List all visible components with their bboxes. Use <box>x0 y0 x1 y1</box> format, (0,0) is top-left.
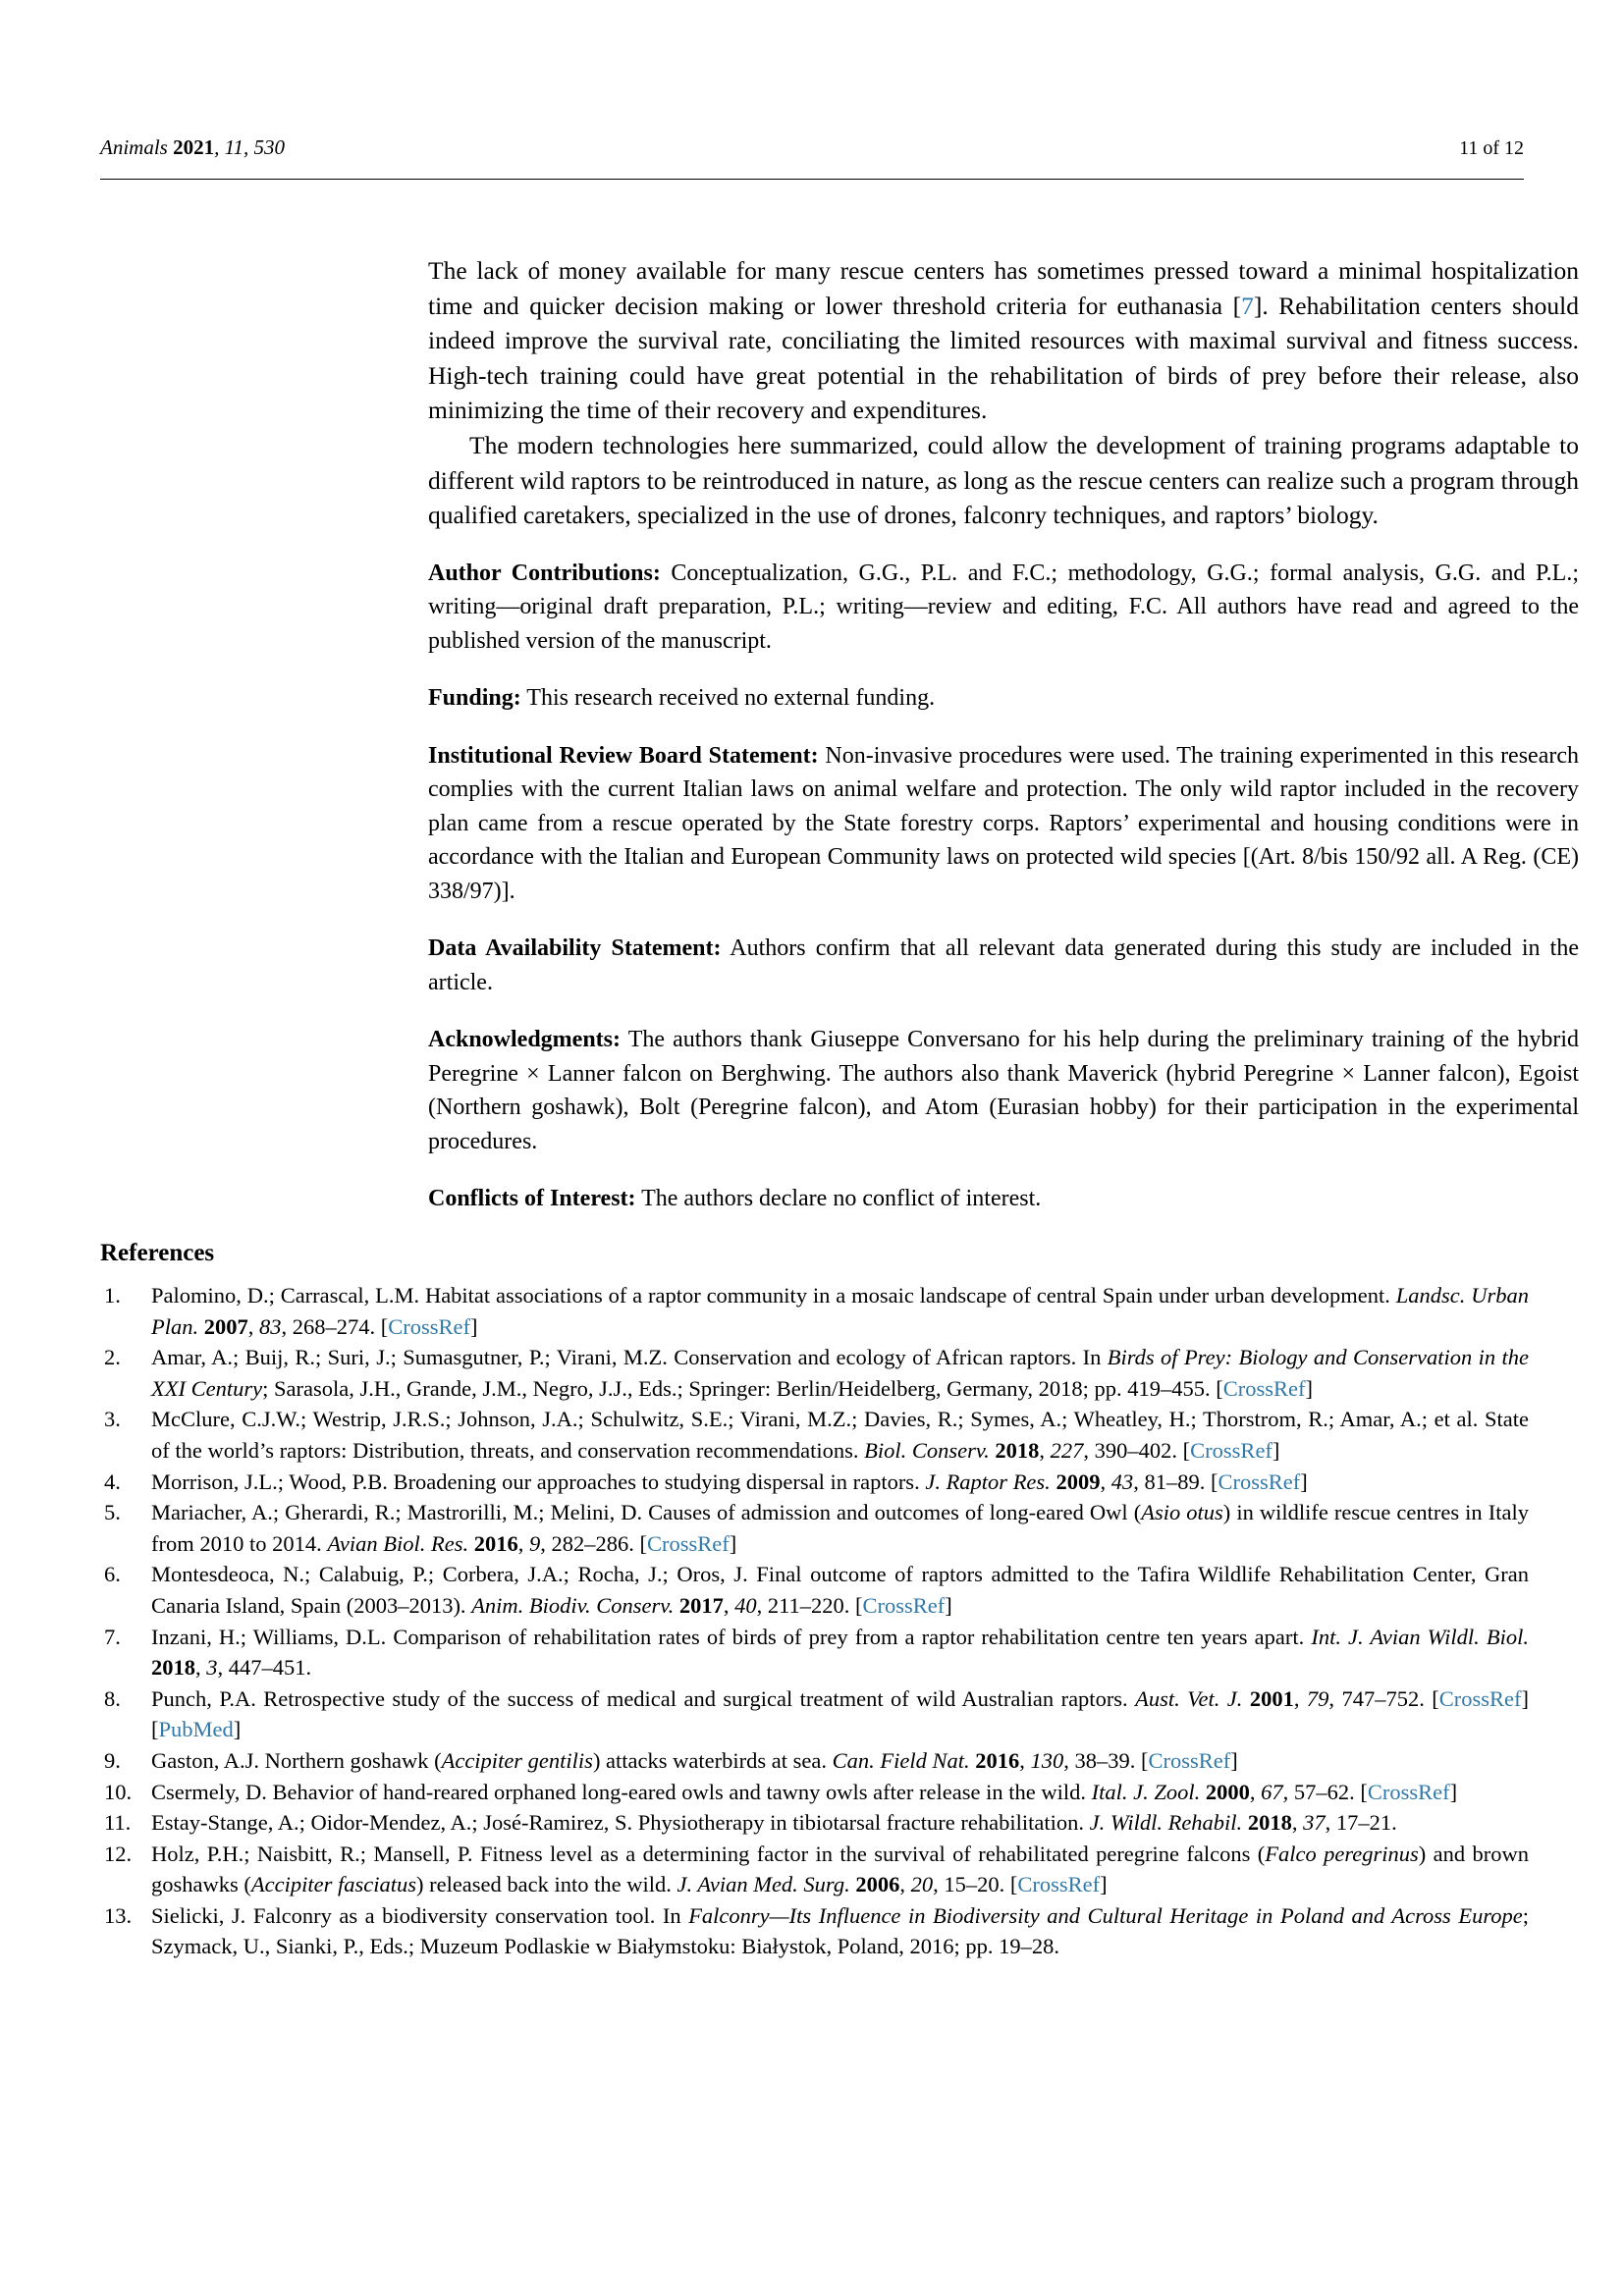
references-list <box>100 1280 1529 1962</box>
reference-text: Montesdeoca, N.; Calabuig, P.; Corbera, J.A.; Rocha, J.; Oros, J. Final outcome of raptors admitted to the Tafira Wildlife Rehabilitation Center, Gran Canaria Island, Spain (2003–2013). Anim. Biodiv. Conserv. 2017, 40, 211–220. [CrossRef] <box>151 1562 1529 1618</box>
reference-text: Palomino, D.; Carrascal, L.M. Habitat associations of a raptor community in a mosaic landscape of central Spain under urban development. Landsc. Urban Plan. 2007, 83, 268–274. [CrossRef] <box>151 1283 1529 1339</box>
crossref-link[interactable]: CrossRef <box>1218 1468 1301 1494</box>
reference-item <box>100 1622 1529 1683</box>
crossref-link[interactable]: CrossRef <box>1222 1375 1306 1401</box>
reference-text: Holz, P.H.; Naisbitt, R.; Mansell, P. Fitness level as a determining factor in the survival of rehabilitated peregrine falcons (Falco peregrinus) and brown goshawks (Accipiter fasciatus) released back into the wild. J. Avian Med. Surg. 2006, 20, 15–20. [CrossRef] <box>151 1841 1529 1897</box>
reference-number: 8. <box>104 1685 121 1711</box>
running-head <box>100 135 1524 160</box>
section-author-contributions: Author Contributions: Conceptualization, G.G., P.L. and F.C.; methodology, G.G.; formal analysis, G.G. and P.L.; writing—original draft preparation, P.L.; writing—review and editing, F.C. All authors have read and agreed to the published version of the manuscript. <box>428 560 1579 654</box>
crossref-link[interactable]: CrossRef <box>1148 1747 1231 1773</box>
reference-number: 11. <box>104 1810 132 1836</box>
reference-number: 6. <box>104 1562 121 1587</box>
page-folio: 11 of 12 <box>1459 137 1524 159</box>
reference-item <box>100 1467 1529 1498</box>
reference-text: Gaston, A.J. Northern goshawk (Accipiter gentilis) attacks waterbirds at sea. Can. Field Nat. 2016, 130, 38–39. [CrossRef] <box>151 1747 1238 1773</box>
reference-number: 4. <box>104 1468 121 1494</box>
reference-number: 12. <box>104 1841 133 1866</box>
back-matter-sections <box>428 533 1579 1216</box>
crossref-link[interactable]: CrossRef <box>1438 1685 1522 1711</box>
reference-text: Estay-Stange, A.; Oidor-Mendez, A.; José-Ramirez, S. Physiotherapy in tibiotarsal fracture rehabilitation. J. Wildl. Rehabil. 2018, 37, 17–21. <box>151 1810 1397 1836</box>
crossref-link[interactable]: CrossRef <box>1367 1779 1450 1804</box>
section-acknowledgments: Acknowledgments: The authors thank Giuseppe Conversano for his help during the preliminary training of the hybrid Peregrine × Lanner falcon on Berghwing. The authors also thank Maverick (hybrid Peregrine × Lanner falcon), Egoist (Northern goshawk), Bolt (Peregrine falcon), and Atom (Eurasian hobby) for their participation in the experimental procedures. <box>428 1027 1579 1154</box>
section-irb-statement: Institutional Review Board Statement: Non-invasive procedures were used. The training experimented in this research complies with the current Italian laws on animal welfare and protection. The only wild raptor included in the recovery plan came from a rescue operated by the State forestry corps. Raptors’ experimental and housing conditions were in accordance with the Italian and European Community laws on protected wild species [(Art. 8/bis 150/92 all. A Reg. (CE) 338/97)]. <box>428 742 1579 904</box>
reference-item <box>100 1777 1529 1808</box>
reference-number: 2. <box>104 1345 121 1370</box>
reference-text: McClure, C.J.W.; Westrip, J.R.S.; Johnson, J.A.; Schulwitz, S.E.; Virani, M.Z.; Davies, R.; Symes, A.; Wheatley, H.; Thorstrom, R.; Amar, A.; et al. State of the world’s raptors: Distribution, threats, and conservation recommendations. Biol. Conserv. 2018, 227, 390–402. [CrossRef] <box>151 1407 1529 1463</box>
body-column <box>428 253 1579 1216</box>
reference-text: Mariacher, A.; Gherardi, R.; Mastrorilli, M.; Melini, D. Causes of admission and outcomes of long-eared Owl (Asio otus) in wildlife rescue centres in Italy from 2010 to 2014. Avian Biol. Res. 2016, 9, 282–286. [CrossRef] <box>151 1500 1529 1556</box>
reference-item <box>100 1839 1529 1900</box>
reference-item <box>100 1559 1529 1621</box>
reference-number: 3. <box>104 1407 121 1432</box>
reference-number: 9. <box>104 1747 121 1773</box>
crossref-link[interactable]: CrossRef <box>862 1592 946 1618</box>
section-label-funding: Funding: <box>428 685 521 712</box>
reference-item <box>100 1280 1529 1342</box>
journal-name: Animals <box>100 135 168 159</box>
citation-link[interactable]: 7 <box>1241 291 1254 320</box>
section-label-data-availability: Data Availability Statement: <box>428 935 722 962</box>
section-data-availability: Data Availability Statement: Authors confirm that all relevant data generated during this study are included in the article. <box>428 935 1579 995</box>
paragraph-conclusion-1: The lack of money available for many rescue centers has sometimes pressed toward a minimal hospitalization time and quicker decision making or lower threshold criteria for euthanasia [7]. Rehabilitation centers should indeed improve the survival rate, conciliating the limited resources with maximal survival and fitness success. High-tech training could have great potential in the rehabilitation of birds of prey before their release, also minimizing the time of their recovery and expenditures. <box>428 256 1579 425</box>
reference-text: Morrison, J.L.; Wood, P.B. Broadening our approaches to studying dispersal in raptors. J. Raptor Res. 2009, 43, 81–89. [CrossRef] <box>151 1468 1308 1494</box>
section-label-author-contributions: Author Contributions: <box>428 560 661 586</box>
reference-number: 5. <box>104 1500 121 1525</box>
reference-number: 7. <box>104 1624 121 1649</box>
crossref-link[interactable]: PubMed <box>158 1717 234 1742</box>
reference-text: Punch, P.A. Retrospective study of the success of medical and surgical treatment of wild Australian raptors. Aust. Vet. J. 2001, 79, 747–752. [CrossRef] [PubMed] <box>151 1685 1530 1742</box>
journal-article-number: 530 <box>253 135 286 159</box>
section-label-conflicts: Conflicts of Interest: <box>428 1186 636 1212</box>
reference-item <box>100 1497 1529 1559</box>
section-label-irb-statement: Institutional Review Board Statement: <box>428 742 819 769</box>
crossref-link[interactable]: CrossRef <box>646 1530 730 1556</box>
reference-number: 10. <box>104 1779 133 1804</box>
reference-item <box>100 1342 1529 1404</box>
crossref-link[interactable]: CrossRef <box>388 1313 470 1339</box>
references-section <box>100 1239 1529 1962</box>
reference-text: Amar, A.; Buij, R.; Suri, J.; Sumasgutner, P.; Virani, M.Z. Conservation and ecology of African raptors. In Birds of Prey: Biology and Conservation in the XXI Century; Sarasola, J.H., Grande, J.M., Negro, J.J., Eds.; Springer: Berlin/Heidelberg, Germany, 2018; pp. 419–455. [CrossRef] <box>151 1345 1529 1401</box>
header-divider <box>100 179 1524 180</box>
reference-item <box>100 1404 1529 1466</box>
reference-text: Sielicki, J. Falconry as a biodiversity conservation tool. In Falconry—Its Influence in Biodiversity and Cultural Heritage in Poland and Across Europe; Szymack, U., Sianki, P., Eds.; Muzeum Podlaskie w Białymstoku: Białystok, Poland, 2016; pp. 19–28. <box>151 1902 1530 1959</box>
crossref-link[interactable]: CrossRef <box>1190 1437 1272 1463</box>
reference-text: Inzani, H.; Williams, D.L. Comparison of rehabilitation rates of birds of prey from a raptor rehabilitation centre ten years apart. Int. J. Avian Wildl. Biol. 2018, 3, 447–451. <box>151 1624 1529 1681</box>
section-funding: Funding: This research received no external funding. <box>428 685 936 712</box>
references-heading: References <box>100 1240 215 1266</box>
reference-number: 1. <box>104 1283 121 1308</box>
section-conflicts: Conflicts of Interest: The authors declare no conflict of interest. <box>428 1186 1042 1212</box>
paragraph-conclusion-2: The modern technologies here summarized, could allow the development of training programs adaptable to different wild raptors to be reintroduced in nature, as long as the rescue centers can realize such a program through qualified caretakers, specialized in the use of drones, falconry techniques, and raptors’ biology. <box>428 430 1579 530</box>
reference-item <box>100 1807 1529 1839</box>
running-head-journal: Animals 2021, 11, 530 <box>100 135 286 159</box>
reference-item <box>100 1745 1529 1777</box>
journal-year: 2021 <box>173 135 215 159</box>
journal-issue: 11 <box>224 135 244 159</box>
reference-number: 13. <box>104 1902 133 1928</box>
section-label-acknowledgments: Acknowledgments: <box>428 1027 621 1053</box>
reference-item <box>100 1900 1529 1962</box>
crossref-link[interactable]: CrossRef <box>1017 1872 1101 1897</box>
reference-item <box>100 1683 1529 1745</box>
reference-text: Csermely, D. Behavior of hand-reared orphaned long-eared owls and tawny owls after release in the wild. Ital. J. Zool. 2000, 67, 57–62. [CrossRef] <box>151 1779 1458 1804</box>
